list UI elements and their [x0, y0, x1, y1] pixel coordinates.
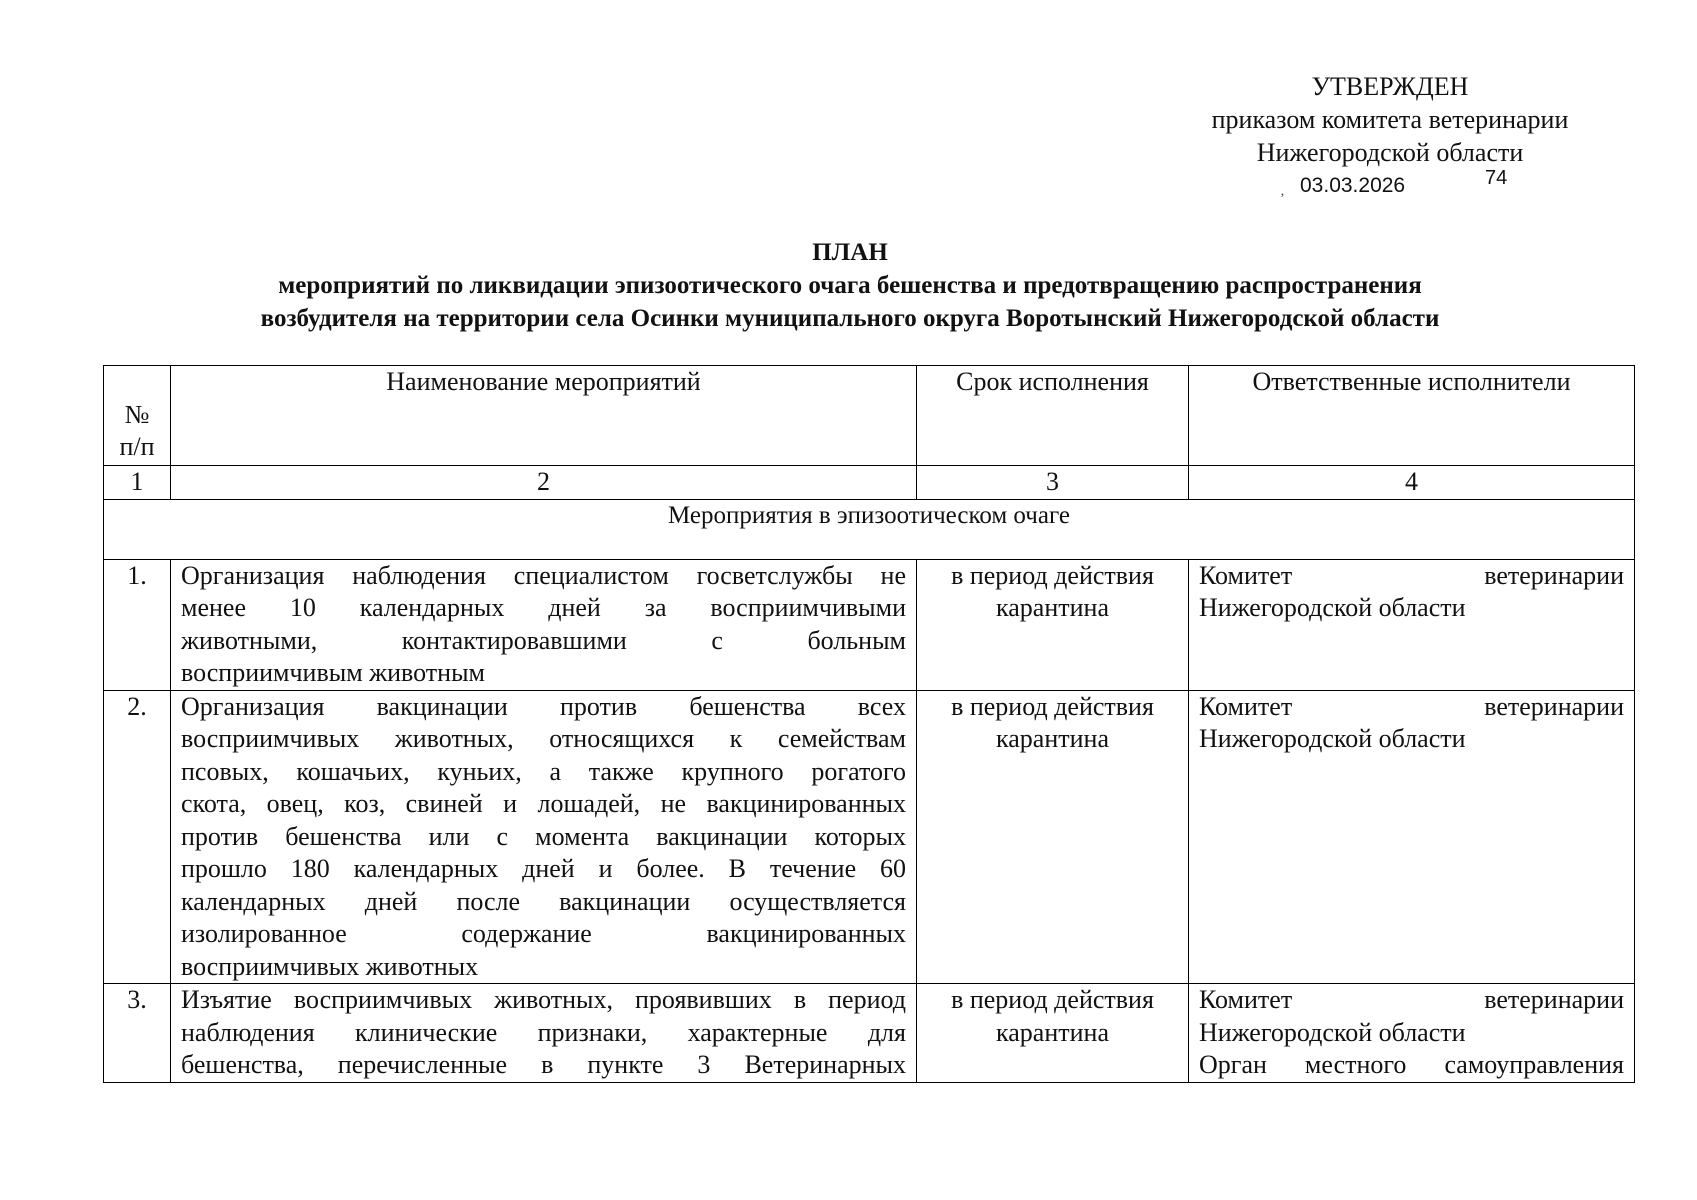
row-term — [917, 559, 1189, 690]
term-line: в период действия — [951, 691, 1154, 721]
header-term: Срок исполнения — [917, 366, 1189, 466]
term-line: в период действия — [951, 985, 1154, 1014]
row-activity — [171, 559, 917, 690]
row-number: 3. — [104, 984, 171, 1083]
term-line: карантина — [996, 1017, 1109, 1047]
activity-line: Организация вакцинации против бешенства всех — [181, 691, 906, 721]
responsible-line: Нижегородской области — [1199, 1017, 1466, 1047]
header-resp: Ответственные исполнители — [1189, 366, 1635, 466]
column-number: 1 — [104, 466, 171, 500]
term-line: карантина — [996, 593, 1109, 622]
activity-line: календарных дней после вакцинации осуществляется — [181, 886, 906, 916]
header-num — [104, 366, 171, 466]
document-heading — [140, 236, 1560, 335]
plan-title: ПЛАН — [812, 239, 888, 266]
column-number: 2 — [171, 466, 917, 500]
row-number: 2. — [104, 690, 171, 984]
row-responsible — [1189, 984, 1635, 1083]
order-number: 74 — [1485, 167, 1508, 189]
section-title: Мероприятия в эпизоотическом очаге — [104, 499, 1635, 559]
activity-line: скота, овец, коз, свиней и лошадей, не вакцинированных — [181, 789, 906, 818]
order-date-prefix-mark: ‚ — [1280, 184, 1285, 199]
row-activity — [171, 690, 917, 984]
responsible-line: Комитет ветеринарии — [1199, 691, 1624, 721]
approval-line-3: Нижегородской области — [1256, 138, 1524, 167]
activity-line: менее 10 календарных дней за восприимчивыми — [181, 593, 906, 622]
activity-line: Изъятие восприимчивых животных, проявивших в период — [181, 985, 906, 1014]
plan-subtitle-line-1: мероприятий по ликвидации эпизоотического очага бешенства и предотвращению распространения — [278, 272, 1422, 299]
row-number: 1. — [104, 559, 171, 690]
column-number-row — [104, 466, 1635, 500]
header-num-bottom: п/п — [119, 432, 155, 461]
table-header-row — [104, 366, 1635, 466]
table-row — [104, 559, 1635, 690]
column-number: 3 — [917, 466, 1189, 500]
row-responsible — [1189, 690, 1635, 984]
table-row — [104, 690, 1635, 984]
activity-line: наблюдения клинические признаки, характерные для — [181, 1017, 906, 1047]
term-line: в период действия — [951, 560, 1154, 590]
table-row — [104, 984, 1635, 1083]
column-number: 4 — [1189, 466, 1635, 500]
plan-table — [103, 365, 1635, 1083]
activity-line: Организация наблюдения специалистом госветслужбы не — [181, 560, 906, 590]
plan-subtitle-line-2: возбудителя на территории села Осинки муниципального округа Воротынский Нижегородской области — [260, 305, 1440, 332]
responsible-line: Нижегородской области — [1199, 593, 1466, 622]
activity-line: против бешенства или с момента вакцинации которых — [181, 821, 906, 851]
activity-line: прошло 180 календарных дней и более. В течение 60 — [181, 854, 906, 883]
row-responsible — [1189, 559, 1635, 690]
approval-status: УТВЕРЖДЕН — [1311, 72, 1469, 101]
activity-line: псовых, кошачьих, куньих, а также крупного рогатого — [181, 756, 906, 786]
header-name: Наименование мероприятий — [171, 366, 917, 466]
section-row — [104, 499, 1635, 559]
header-num-top: № — [124, 400, 150, 429]
responsible-line: Орган местного самоуправления — [1199, 1050, 1624, 1079]
activity-line: животными, контактировавшими с больным — [181, 625, 906, 655]
activity-line: бешенства, перечисленные в пункте 3 Ветеринарных — [181, 1050, 906, 1079]
order-date: 03.03.2026 — [1300, 174, 1406, 197]
activity-line: восприимчивых животных — [181, 951, 479, 981]
row-activity — [171, 984, 917, 1083]
row-term — [917, 690, 1189, 984]
row-term — [917, 984, 1189, 1083]
approval-line-2: приказом комитета ветеринарии — [1211, 105, 1569, 134]
responsible-line: Нижегородской области — [1199, 724, 1466, 753]
activity-line: изолированное содержание вакцинированных — [181, 919, 906, 948]
approval-stamp — [1160, 70, 1620, 199]
responsible-line: Комитет ветеринарии — [1199, 985, 1624, 1014]
activity-line: восприимчивым животным — [181, 658, 486, 687]
activity-line: восприимчивых животных, относящихся к семействам — [181, 724, 906, 753]
approval-order-line — [1160, 169, 1620, 199]
term-line: карантина — [996, 724, 1109, 753]
responsible-line: Комитет ветеринарии — [1199, 560, 1624, 590]
